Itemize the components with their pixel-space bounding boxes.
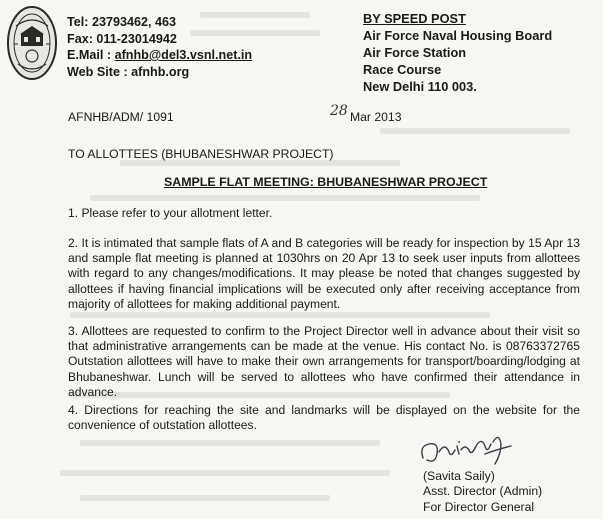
bleed-through-mark: [90, 195, 480, 201]
address-block: [363, 10, 552, 95]
paragraph-2: 2. It is intimated that sample flats of A and B categories will be ready for inspection by 15 Apr 13 and sample flat meeting is planned at 1030hrs on 20 Apr 13 to seek user inputs from allottees with regard to any changes/modifications. It may please be noted that changes suggested by allottees if having financial implications will be executed only after receiving acceptance from majority of allottees for making additional payment.: [68, 236, 580, 311]
subject-heading: SAMPLE FLAT MEETING: BHUBANESHWAR PROJECT: [164, 175, 488, 189]
website-label: Web Site :: [67, 64, 132, 79]
signatory-name: (Savita Saily): [423, 469, 495, 483]
address-line-3: Race Course: [363, 62, 442, 77]
date-text: Mar 2013: [350, 110, 402, 124]
contact-block: [67, 14, 252, 80]
fax: Fax: 011-23014942: [67, 31, 177, 46]
addressee: TO ALLOTTEES (BHUBANESHWAR PROJECT): [68, 147, 334, 161]
bleed-through-mark: [80, 495, 330, 501]
email-row: [67, 47, 252, 64]
paragraph-3: 3. Allottees are requested to confirm to the Project Director well in advance about their visit so that administrative arrangements can be made at the venue. His contact No. is 08763372765 Outstation allottees will have to make their own arrangements for transport/boarding/lodging at Bhubaneshwar. Lunch will be served to allottees who have confirmed their attendance in advance.: [68, 324, 580, 399]
signatory-designation: Asst. Director (Admin): [423, 484, 543, 499]
telephone: Tel: 23793462, 463: [67, 15, 176, 29]
afnhb-emblem-icon: [6, 4, 58, 82]
signatory-authority: For Director General: [423, 499, 535, 514]
signature-block: [423, 469, 542, 515]
address-line-1: Air Force Naval Housing Board: [363, 28, 553, 43]
delivery-mode: BY SPEED POST: [363, 11, 466, 26]
bleed-through-mark: [60, 470, 390, 476]
handwritten-date-day: 28: [330, 103, 348, 119]
email-label: E.Mail :: [67, 48, 115, 62]
address-line-2: Air Force Station: [363, 45, 467, 60]
email-link[interactable]: afnhb@del3.vsnl.net.in: [114, 48, 253, 62]
website-row: [67, 64, 252, 81]
reference-number: AFNHB/ADM/ 1091: [68, 110, 174, 124]
bleed-through-mark: [380, 128, 570, 134]
paragraph-4: 4. Directions for reaching the site and landmarks will be displayed on the website for the convenience of outstation allottees.: [68, 403, 580, 433]
paragraph-1: 1. Please refer to your allotment letter.: [68, 206, 273, 220]
address-line-4: New Delhi 110 003.: [363, 79, 477, 94]
bleed-through-mark: [70, 312, 490, 318]
bleed-through-mark: [80, 440, 380, 446]
website-link[interactable]: afnhb.org: [131, 64, 190, 79]
handwritten-signature-icon: [415, 424, 525, 472]
